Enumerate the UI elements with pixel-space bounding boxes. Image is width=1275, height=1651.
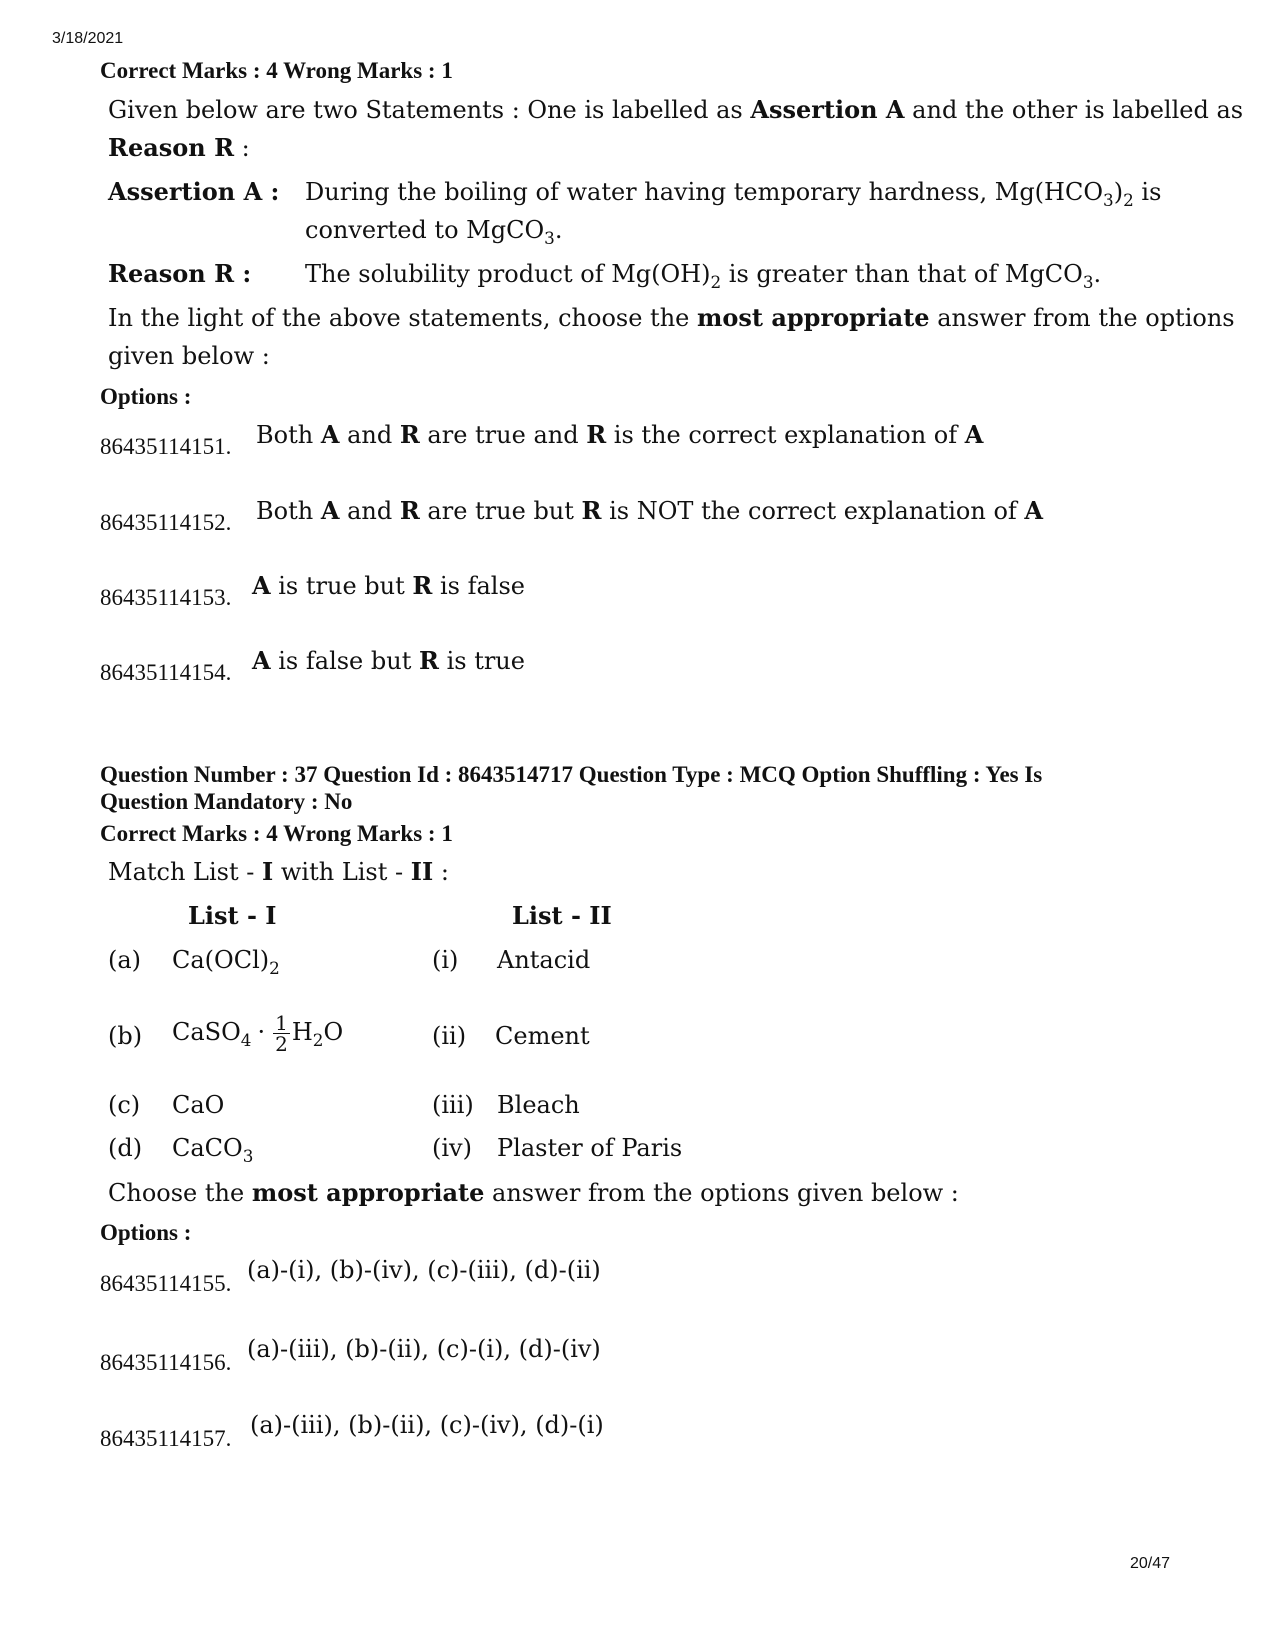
option-id: 86435114157. xyxy=(100,1426,232,1451)
row-formula: CaO xyxy=(172,1091,225,1119)
option-text[interactable]: Both A and R are true and R is the correct explanation of A xyxy=(256,420,984,449)
assertion-text-line1: During the boiling of water having temporary hardness, $Mg(HCO_3)_2$ is xyxy=(305,178,1162,210)
option-id: 86435114155. xyxy=(100,1271,232,1296)
q36-intro-line1: Given below are two Statements : One is labelled as Assertion A and the other is labelled as xyxy=(108,95,1244,124)
row-number: (i) xyxy=(432,946,459,974)
option-id: 86435114154. xyxy=(100,660,232,685)
row-number: (ii) xyxy=(432,1022,467,1050)
q37-info-line2: Question Mandatory : No xyxy=(100,789,353,814)
option-text[interactable]: (a)-(iii), (b)-(ii), (c)-(iv), (d)-(i) xyxy=(250,1411,604,1439)
row-number: (iv) xyxy=(432,1134,472,1162)
option-text[interactable]: A is true but R is false xyxy=(252,571,525,600)
option-text[interactable]: (a)-(iii), (b)-(ii), (c)-(i), (d)-(iv) xyxy=(247,1335,601,1363)
reason-text: The solubility product of $Mg(OH)_2$ is greater than that of MgCO$_3$. xyxy=(305,260,1102,292)
row-label: (c) xyxy=(108,1091,141,1119)
reason-label: Reason R : xyxy=(108,259,252,288)
q36-intro-line2: Reason R : xyxy=(108,133,250,162)
row-item: Antacid xyxy=(497,946,591,974)
row-formula: $Ca(OCl)_2$ xyxy=(172,946,280,978)
page-number: 20/47 xyxy=(1130,1555,1171,1572)
row-item: Bleach xyxy=(497,1091,580,1119)
row-label: (a) xyxy=(108,946,142,974)
row-label: (b) xyxy=(108,1022,143,1050)
assertion-label: Assertion A : xyxy=(108,177,280,206)
q37-info-line1: Question Number : 37 Question Id : 8643514717 Question Type : MCQ Option Shuffling : Yes Is xyxy=(100,762,1043,787)
assertion-text-line2: converted to MgCO$_3$. xyxy=(305,216,563,248)
list2-header: List - II xyxy=(512,901,612,930)
option-id: 86435114156. xyxy=(100,1350,232,1375)
row-label: (d) xyxy=(108,1134,143,1162)
option-text[interactable]: Both A and R are true but R is NOT the correct explanation of A xyxy=(256,496,1044,525)
option-id: 86435114152. xyxy=(100,510,232,535)
row-formula: CaSO$_4$ · $\frac{1}{2}$ $H_2O$ xyxy=(172,1011,344,1056)
q36-marks: Correct Marks : 4 Wrong Marks : 1 xyxy=(100,58,453,83)
option-text[interactable]: (a)-(i), (b)-(iv), (c)-(iii), (d)-(ii) xyxy=(247,1256,601,1284)
list1-header: List - I xyxy=(188,901,277,930)
row-item: Cement xyxy=(495,1022,590,1050)
option-id: 86435114151. xyxy=(100,434,232,459)
fraction-one-half: $\frac{1}{2}$ xyxy=(275,1011,288,1056)
q37-prompt: Choose the most appropriate answer from the options given below : xyxy=(108,1178,959,1207)
option-text[interactable]: A is false but R is true xyxy=(252,646,525,675)
row-item: Plaster of Paris xyxy=(497,1134,683,1162)
q37-options-label: Options : xyxy=(100,1220,192,1245)
row-formula: CaCO$_3$ xyxy=(172,1134,254,1166)
q36-options-label: Options : xyxy=(100,384,192,409)
q36-prompt-line1: In the light of the above statements, choose the most appropriate answer from the options xyxy=(108,303,1235,332)
q37-marks: Correct Marks : 4 Wrong Marks : 1 xyxy=(100,821,453,846)
option-id: 86435114153. xyxy=(100,585,232,610)
q36-prompt-line2: given below : xyxy=(108,342,270,370)
q37-intro: Match List - I with List - II : xyxy=(108,857,449,886)
print-date: 3/18/2021 xyxy=(52,30,124,47)
row-number: (iii) xyxy=(432,1091,474,1119)
